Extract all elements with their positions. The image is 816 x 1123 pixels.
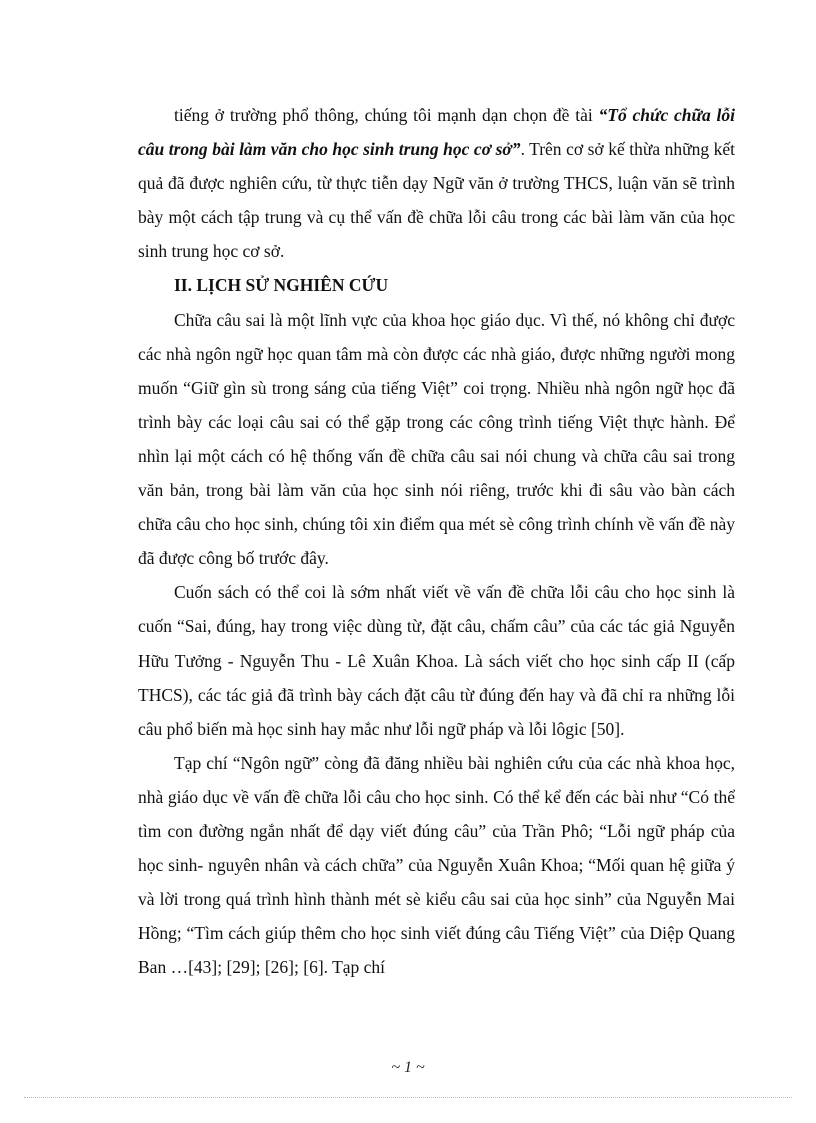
paragraph-research-overview: Chữa câu sai là một lĩnh vực của khoa học giáo dục. Vì thế, nó không chỉ được các nhà ngôn ngữ học quan tâm mà còn được các nhà giáo, được những người mong muốn “Giữ gìn sù trong sáng của tiếng Việt” coi trọng. Nhiều nhà ngôn ngữ học đã trình bày các loại câu sai có thể gặp trong các công trình tiếng Việt thực hành. Để nhìn lại một cách có hệ thống vấn đề chữa câu sai nói chung và chữa câu sai trong văn bản, trong bài làm văn của học sinh nói riêng, trước khi đi sâu vào bàn cách chữa câu cho học sinh, chúng tôi xin điểm qua mét sè công trình chính về vấn đề này đã được công bố trước đây.: [138, 309, 735, 569]
page-bottom-divider: [24, 1097, 792, 1098]
paragraph-intro-lead: tiếng ở trường phổ thông, chúng tôi mạnh dạn chọn đề tài: [174, 105, 599, 125]
paragraph-earliest-book: Cuốn sách có thể coi là sớm nhất viết về vấn đề chữa lỗi câu cho học sinh là cuốn “Sai, đúng, hay trong việc dùng từ, đặt câu, chấm câu” của các tác giả Nguyễn Hữu Tưởng - Nguyễn Thu - Lê Xuân Khoa. Là sách viết cho học sinh cấp II (cấp THCS), các tác giả đã trình bày cách đặt câu từ đúng đến hay và đã chỉ ra những lỗi câu phổ biến mà học sinh hay mắc như lỗi ngữ pháp và lỗi lôgic [50].: [138, 582, 735, 739]
paragraph-language-journal: Tạp chí “Ngôn ngữ” còng đã đăng nhiều bài nghiên cứu của các nhà khoa học, nhà giáo dục về vấn đề chữa lỗi câu cho học sinh. Có thể kể đến các bài như “Có thể tìm con đường ngắn nhất để dạy viết đúng câu” của Trần Phô; “Lỗi ngữ pháp của học sinh- nguyên nhân và cách chữa” của Nguyễn Xuân Khoa; “Mối quan hệ giữa ý và lời trong quá trình hình thành mét sè kiểu câu sai của học sinh” của Nguyễn Mai Hồng; “Tìm cách giúp thêm cho học sinh viết đúng câu Tiếng Việt” của Diệp Quang Ban …[43]; [29]; [26]; [6]. Tạp chí: [138, 752, 735, 978]
thesis-title: “Tổ chức chữa lỗi câu trong bài làm văn cho học sinh trung học cơ sở”: [138, 105, 736, 160]
document-body: [138, 98, 735, 984]
paragraph-intro-rest: . Trên cơ sở kế thừa những kết quả đã được nghiên cứu, từ thực tiễn dạy Ngữ văn ở trường THCS, luận văn sẽ trình bày một cách tập trung và cụ thể vấn đề chữa lỗi câu trong các bài làm văn của học sinh trung học cơ sở.: [138, 139, 735, 262]
paragraph-intro: [138, 98, 735, 268]
page-number: ~ 1 ~: [391, 1059, 425, 1076]
section-heading: II. LỊCH SỬ NGHIÊN CỨU: [174, 275, 389, 296]
